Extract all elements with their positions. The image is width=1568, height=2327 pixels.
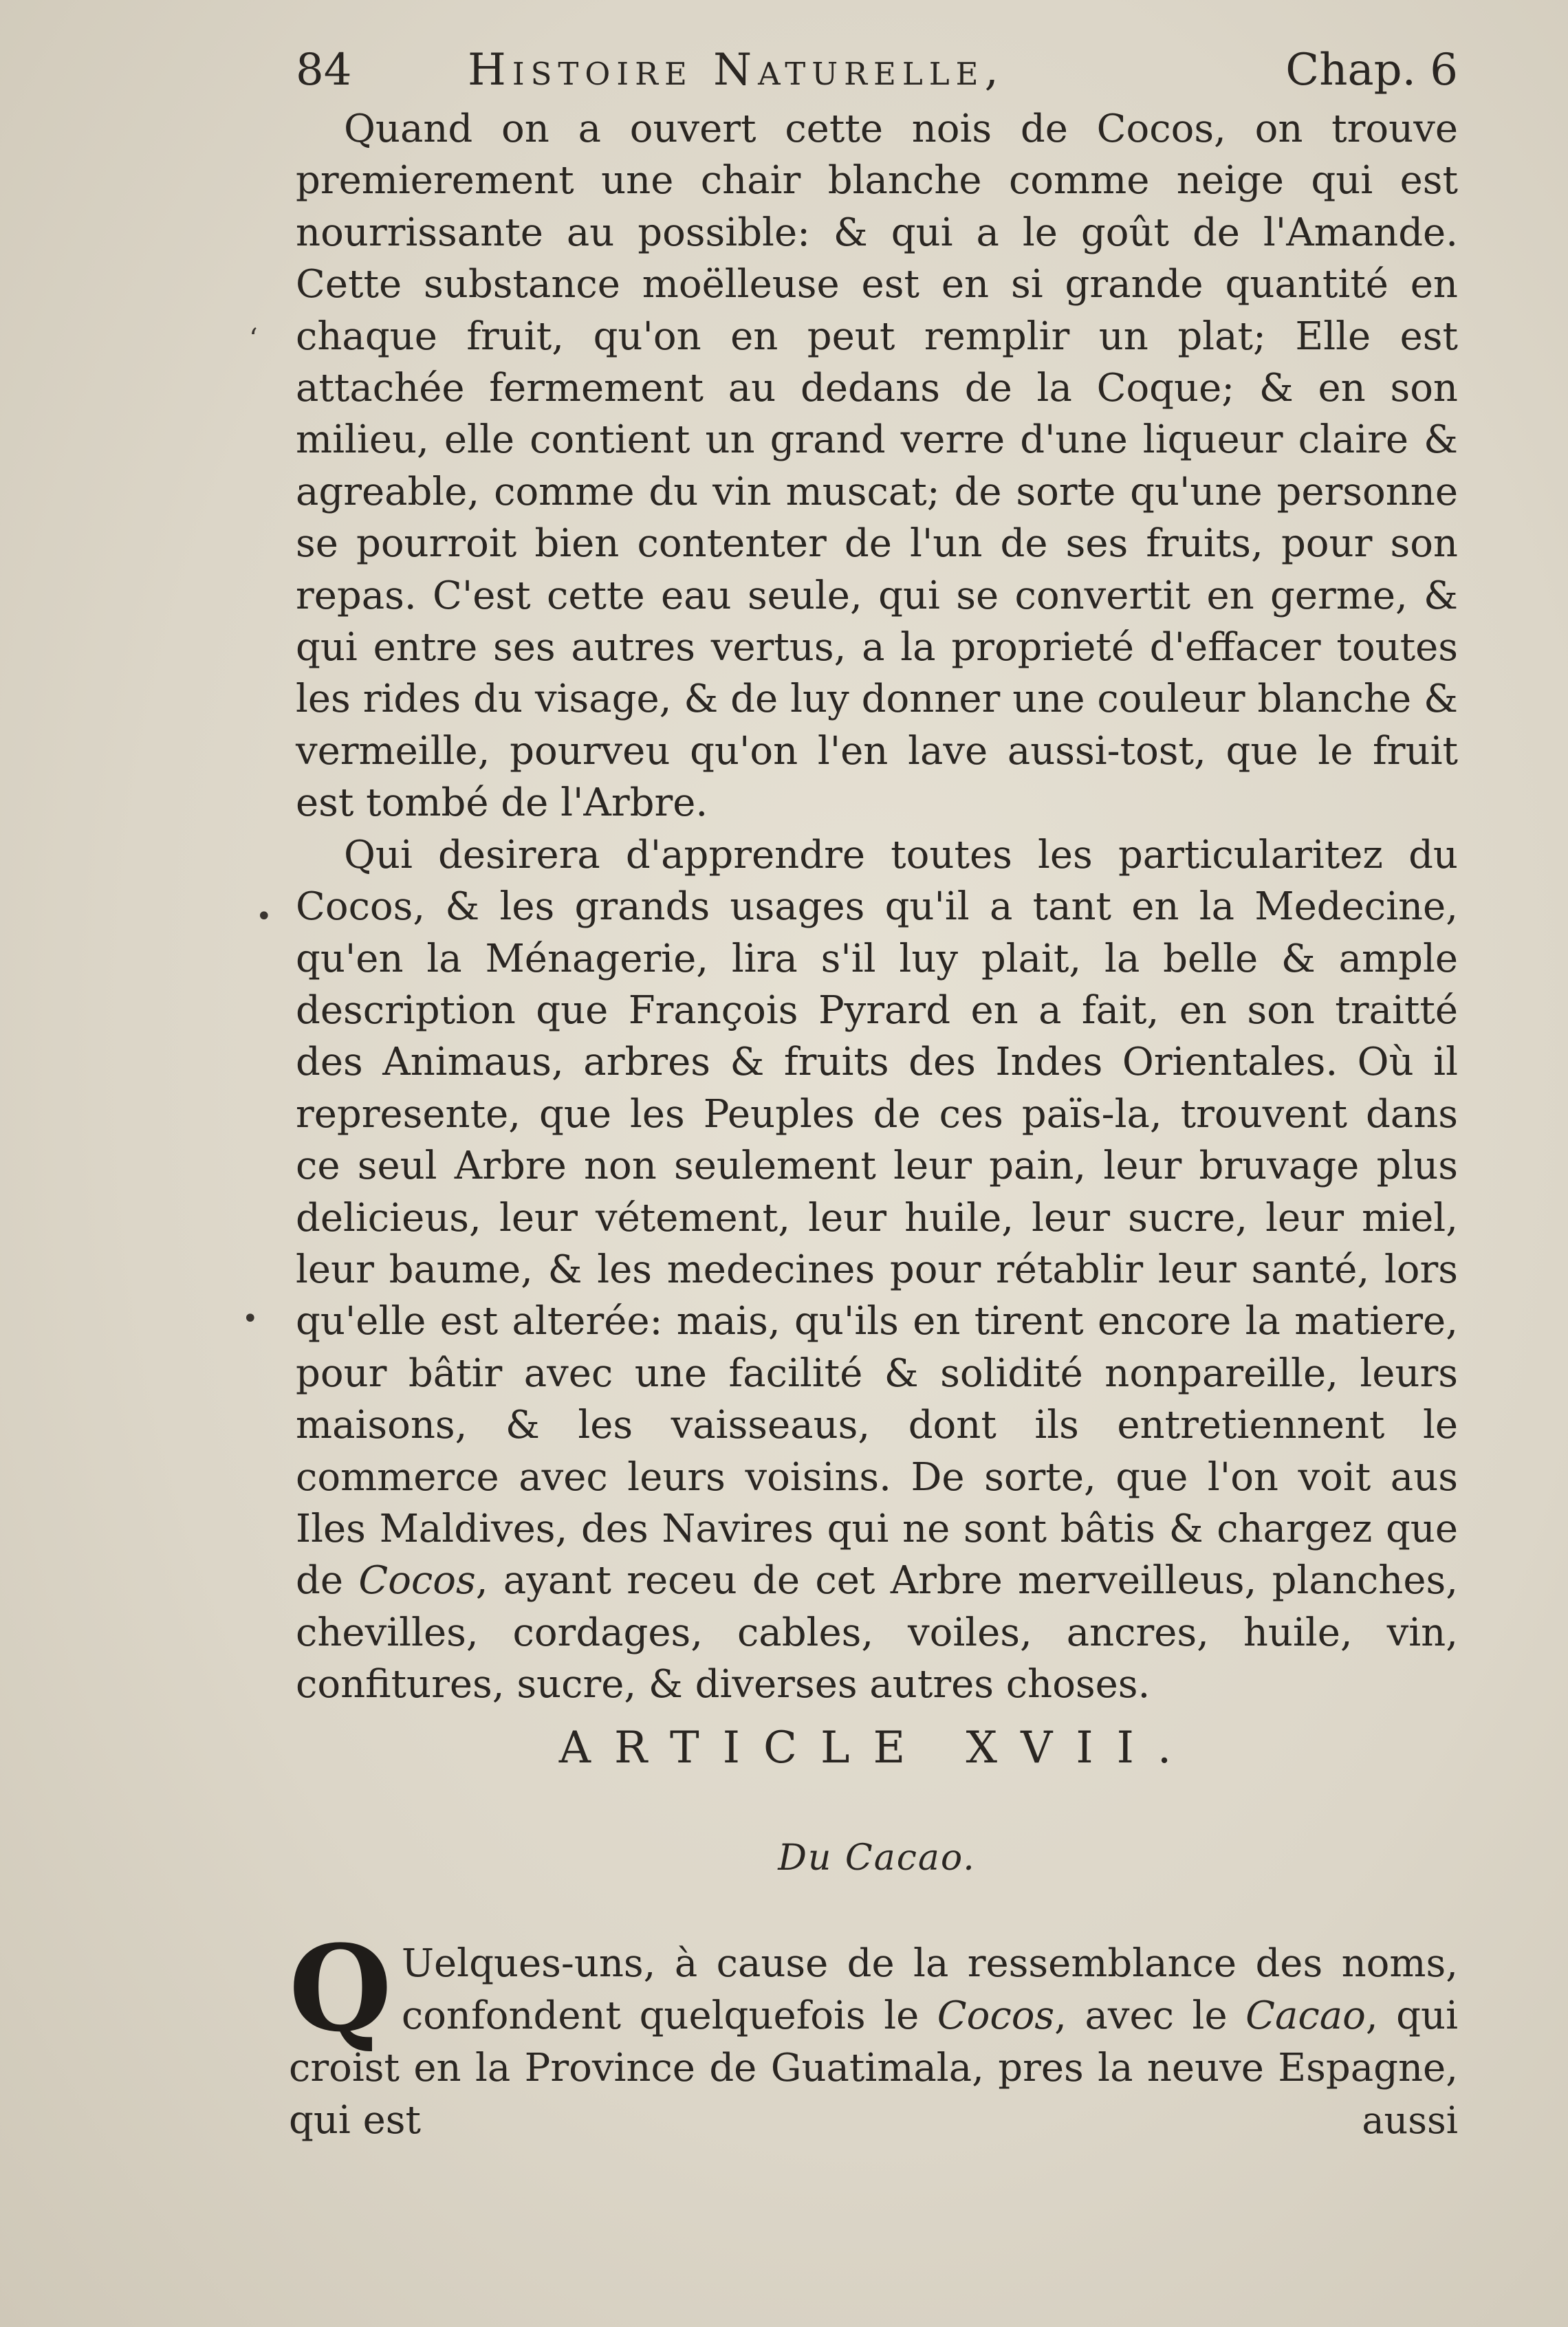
margin-mark: • (242, 1303, 259, 1335)
main-text (296, 103, 1458, 1711)
running-title: Histoire Naturelle, (468, 45, 1005, 96)
paragraph-pyrard-description (296, 829, 1458, 1711)
italic-term: Cocos (937, 1993, 1055, 2038)
italic-term: Cacao (1245, 1993, 1366, 2038)
margin-mark: • (256, 901, 272, 932)
page-header (296, 36, 1458, 105)
paragraph-text: Qui desirera d'apprendre toutes les particularitez du Cocos, & les grands usages qu'il a tant en la Medecine, qu'en la Ménagerie, lira s'il luy plait, la belle & ample description que François Pyrard en a fait, en son traitté des Animaus, arbres & fruits des Indes Orientales. Où il represente, que les Peuples de ces païs-la, trouvent dans ce seul Arbre non seulement leur pain, leur bruvage plus delicieus, leur vétement, leur huile, leur sucre, leur miel, leur baume, & les medecines pour rétablir leur santé, lors qu'elle est alterée: mais, qu'ils en tirent encore la matiere, pour bâtir avec une facilité & solidité nonpareille, leurs maisons, & les vaisseaus, dont ils entretiennent le commerce avec leurs voisins. De sorte, que l'on voit aus Iles Maldives, des Navires qui ne sont bâtis & chargez que de (296, 832, 1458, 1604)
paragraph-text: , ayant receu de cet Arbre merveilleus, planches, chevilles, cordages, cables, voiles, ancres, huile, vin, confitures, sucre, & diverses autres choses. (296, 1558, 1458, 1707)
italic-term: Cocos (358, 1558, 476, 1604)
article-heading: ARTICLE XVII. (558, 1723, 1195, 1773)
paragraph-text: Uelques-uns, à cause de la ressemblance des noms, confondent quelquefois le (401, 1941, 1458, 2038)
paragraph-text: , avec le (1054, 1993, 1246, 2038)
margin-mark: ‘ (249, 323, 258, 355)
chapter-label: Chap. 6 (1285, 45, 1458, 96)
catchword: aussi (1362, 2099, 1458, 2142)
paragraph-text: , qui croist en la Province de Guatimala, pres la neuve Espagne, qui est (289, 1993, 1458, 2143)
paragraph-coconut-flesh: Quand on a ouvert cette nois de Cocos, on trouve premierement une chair blanche comme neige qui est nourrissante au possible: & qui a le goût de l'Amande. Cette substance moëlleuse est en si grande quantité en chaque fruit, qu'on en peut remplir un plat; Elle est attachée fermement au dedans de la Coque; & en son milieu, elle contient un grand verre d'une liqueur claire & agreable, comme du vin muscat; de sorte qu'une personne se pourroit bien contenter de l'un de ses fruits, pour son repas. C'est cette eau seule, qui se convertit en germe, & qui entre ses autres vertus, a la proprieté d'effacer toutes les rides du visage, & de luy donner une couleur blanche & vermeille, pourveu qu'on l'en lave aussi-tost, que le fruit est tombé de l'Arbre. (296, 107, 1458, 826)
page-number: 84 (296, 45, 352, 96)
paragraph-cacao (289, 1919, 1458, 2147)
article-subtitle: Du Cacao. (778, 1837, 976, 1879)
drop-cap: Q (289, 1919, 392, 2058)
